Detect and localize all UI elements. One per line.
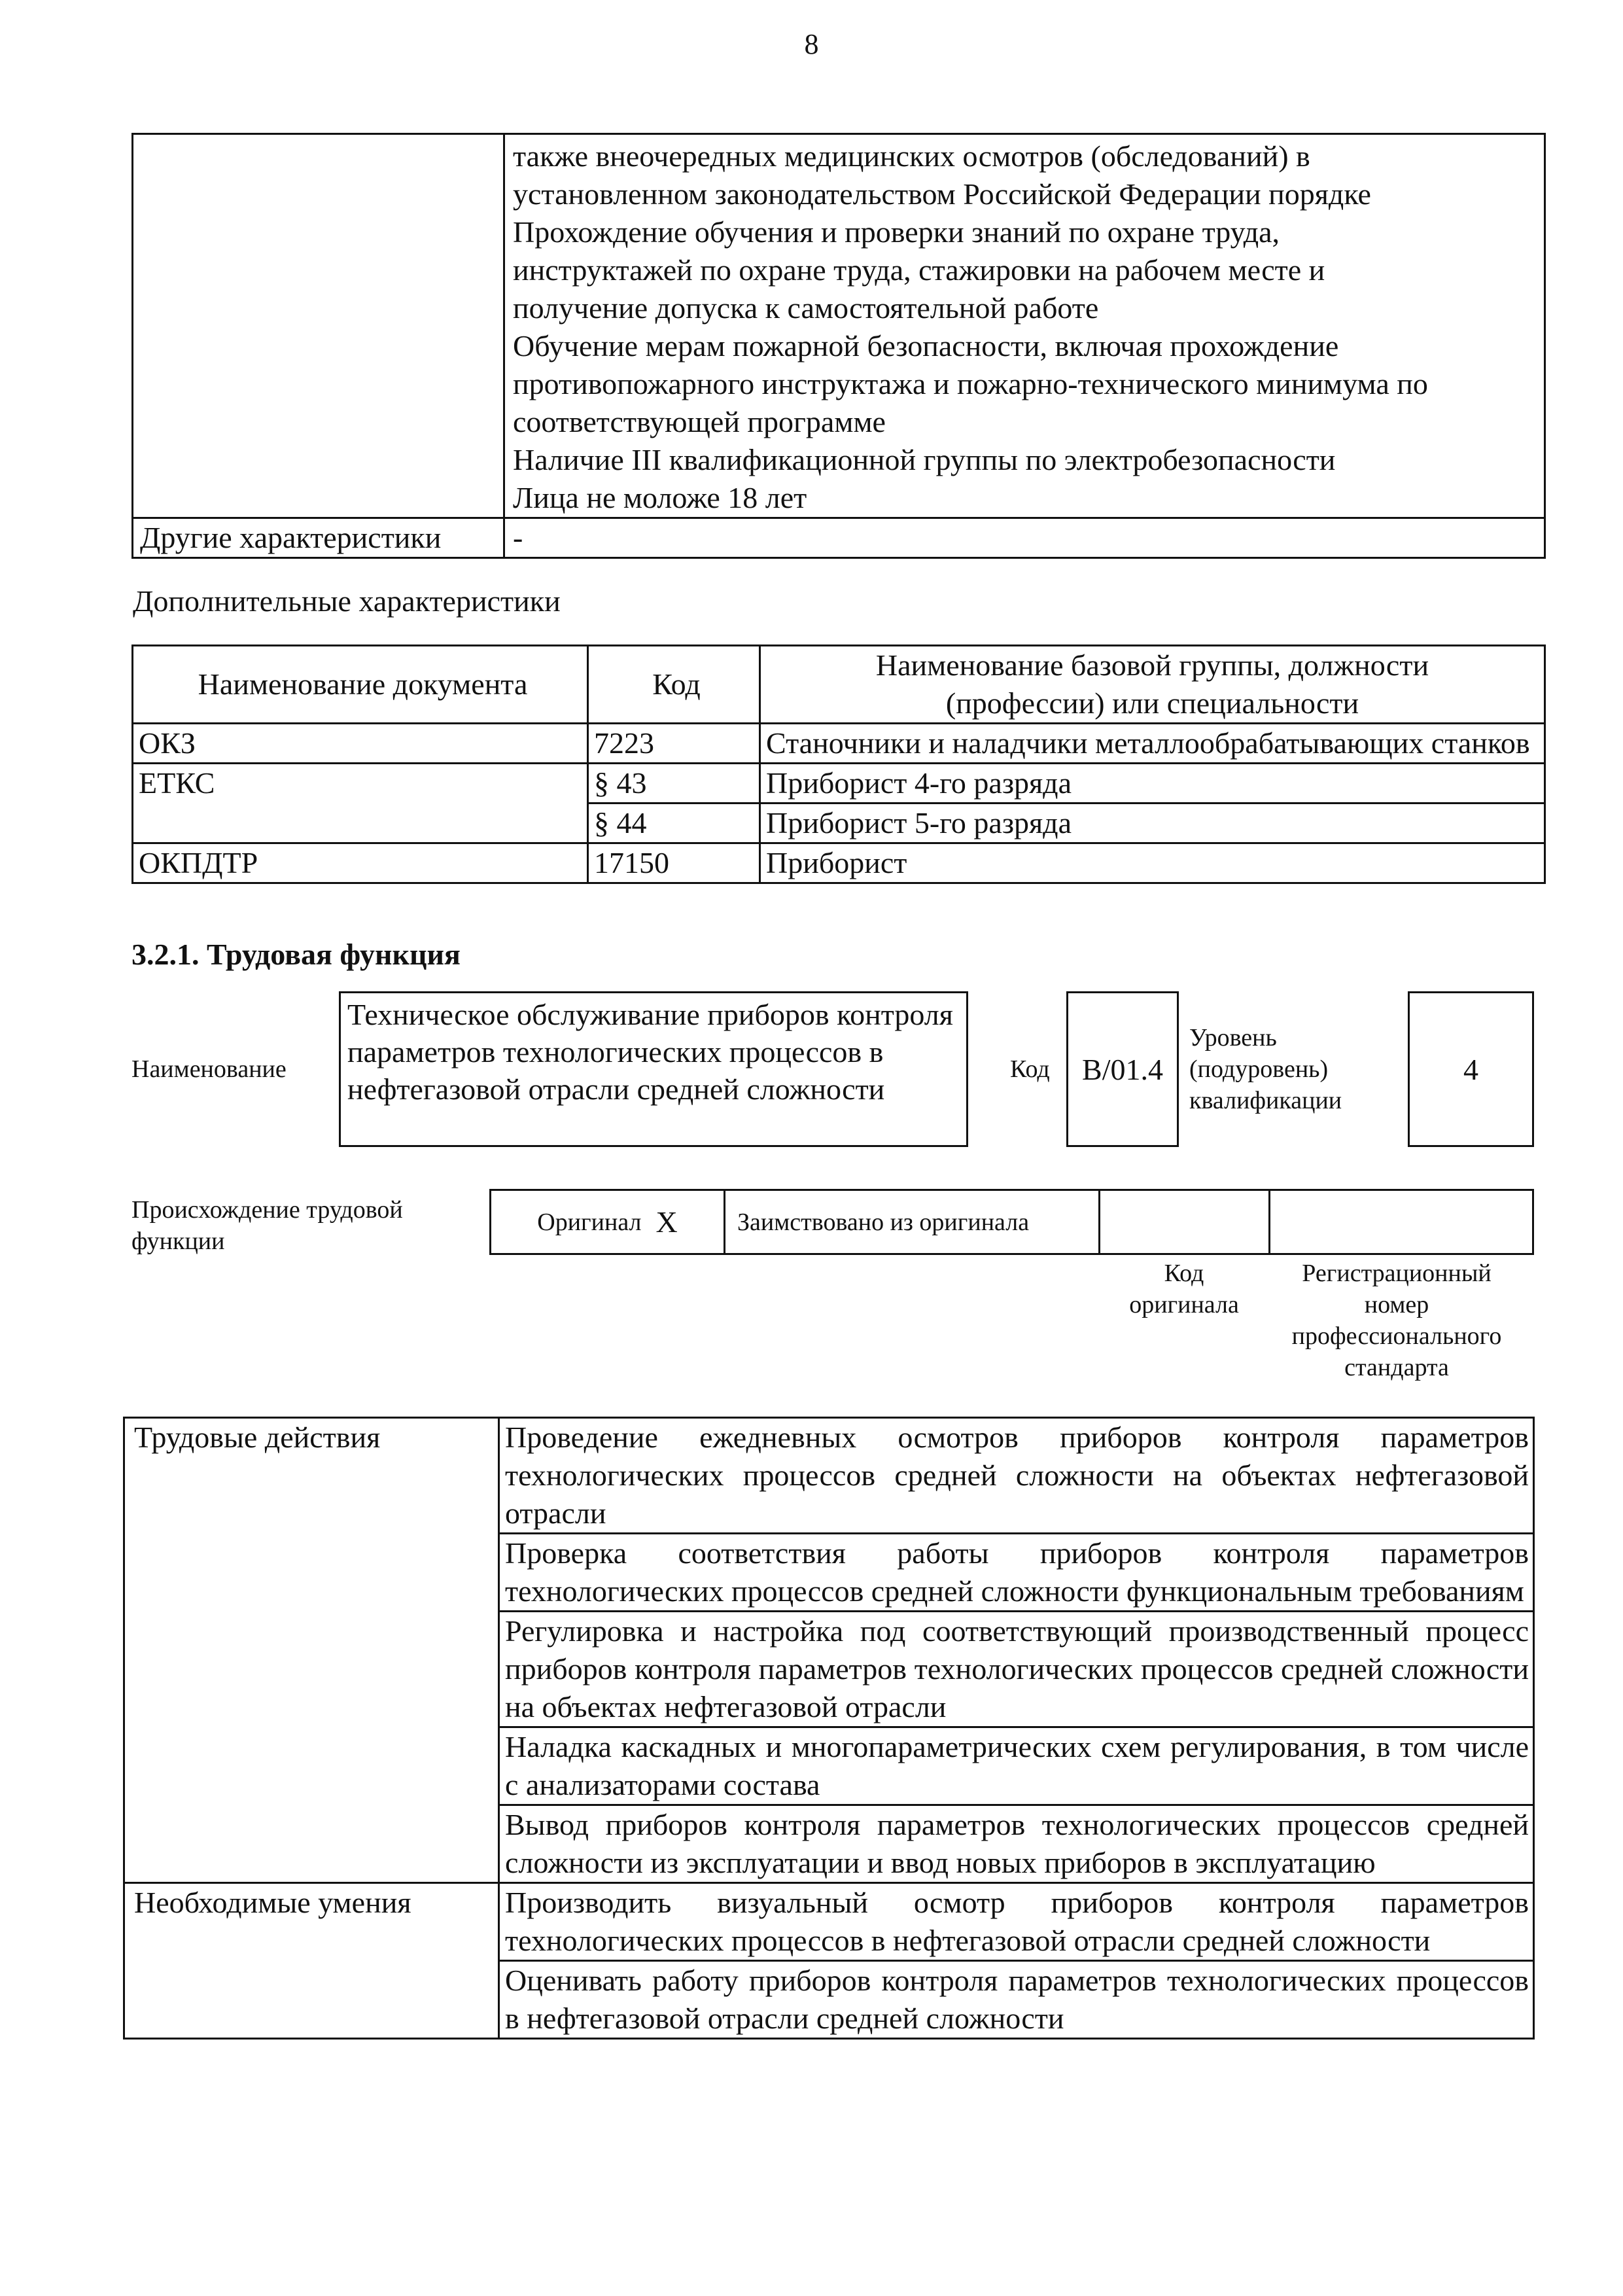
table-row bbox=[133, 518, 1545, 558]
code-cell: 17150 bbox=[588, 843, 760, 883]
requirement-line: инструктажей по охране труда, стажировки на рабочем месте и bbox=[513, 253, 1325, 287]
name-cell: Приборист bbox=[760, 843, 1545, 883]
table-row bbox=[133, 724, 1545, 764]
doc-cell: ОКЗ bbox=[133, 724, 588, 764]
table-row bbox=[133, 134, 1545, 518]
duties-table bbox=[123, 1417, 1535, 2040]
action-cell: Наладка каскадных и многопараметрических схем регулирования, в том числе с анализаторами состава bbox=[499, 1727, 1534, 1805]
name-cell: Станочники и наладчики металлообрабатывающих станков bbox=[760, 724, 1545, 764]
origin-label: Происхождение трудовой функции bbox=[131, 1196, 403, 1255]
requirement-line: соответствующей программе bbox=[513, 405, 886, 438]
code-cell: § 43 bbox=[588, 764, 760, 804]
original-cell bbox=[491, 1191, 725, 1253]
table-row bbox=[124, 1418, 1534, 1534]
page-number: 8 bbox=[804, 28, 819, 60]
action-cell: Регулировка и настройка под соответствующий производственный процесс приборов контроля параметров технологических процессов средней сложности на объектах нефтегазовой отрасли bbox=[499, 1612, 1534, 1727]
other-characteristics-value: - bbox=[504, 518, 1545, 558]
code-label: Код bbox=[1010, 1055, 1050, 1083]
column-header-name bbox=[760, 646, 1545, 724]
requirement-line: также внеочередных медицинских осмотров (обследований) в bbox=[513, 139, 1310, 173]
labor-function-name: Техническое обслуживание приборов контроля параметров технологических процессов в нефтегазовой отрасли средней сложности bbox=[347, 998, 953, 1106]
skill-cell: Производить визуальный осмотр приборов контроля параметров технологических процессов в нефтегазовой отрасли средней сложности bbox=[499, 1883, 1534, 1961]
requirement-line: Лица не моложе 18 лет bbox=[513, 481, 807, 514]
borrowed-label: Заимствовано из оригинала bbox=[737, 1208, 1030, 1236]
name-label: Наименование bbox=[131, 1055, 287, 1083]
table-row bbox=[133, 843, 1545, 883]
requirement-line: противопожарного инструктажа и пожарно-технического минимума по bbox=[513, 367, 1428, 400]
additional-table bbox=[131, 645, 1546, 884]
column-header-document: Наименование документа bbox=[133, 646, 588, 724]
requirements-label-cell bbox=[133, 134, 504, 518]
requirements-value-cell bbox=[504, 134, 1545, 518]
origin-code-cell bbox=[1102, 1191, 1270, 1253]
code-cell: 7223 bbox=[588, 724, 760, 764]
requirement-line: Прохождение обучения и проверки знаний по охране труда, bbox=[513, 215, 1280, 249]
doc-cell: ЕТКС bbox=[133, 764, 588, 843]
origin-row bbox=[489, 1189, 1534, 1255]
reg-number-caption: Регистрационный номер профессионального стандарта bbox=[1291, 1260, 1502, 1381]
code-cell: § 44 bbox=[588, 804, 760, 843]
requirement-line: установленном законодательством Российской Федерации порядке bbox=[513, 177, 1371, 211]
table-row bbox=[133, 764, 1545, 804]
requirement-line: получение допуска к самостоятельной работе bbox=[513, 291, 1099, 325]
borrowed-cell bbox=[725, 1191, 1100, 1253]
code-value-box bbox=[1066, 991, 1179, 1147]
column-header-code: Код bbox=[588, 646, 760, 724]
actions-label: Трудовые действия bbox=[124, 1418, 499, 1883]
action-cell: Проведение ежедневных осмотров приборов контроля параметров технологических процессов средней сложности на объектах нефтегазовой отрасли bbox=[499, 1418, 1534, 1534]
reg-number-cell bbox=[1270, 1191, 1532, 1253]
name-cell: Приборист 5-го разряда bbox=[760, 804, 1545, 843]
table-header-row bbox=[133, 646, 1545, 724]
requirement-line: Наличие III квалификационной группы по электробезопасности bbox=[513, 443, 1336, 476]
requirements-table bbox=[131, 133, 1546, 559]
origin-code-caption: Код оригинала bbox=[1129, 1260, 1239, 1318]
requirement-line: Обучение мерам пожарной безопасности, включая прохождение bbox=[513, 329, 1339, 362]
code-value: B/01.4 bbox=[1082, 1052, 1163, 1086]
skill-cell: Оценивать работу приборов контроля параметров технологических процессов в нефтегазовой отрасли средней сложности bbox=[499, 1961, 1534, 2039]
original-mark: X bbox=[655, 1205, 678, 1239]
name-cell: Приборист 4-го разряда bbox=[760, 764, 1545, 804]
level-label: Уровень (подуровень) квалификации bbox=[1189, 1024, 1342, 1114]
skills-label: Необходимые умения bbox=[124, 1883, 499, 2039]
level-value: 4 bbox=[1463, 1052, 1478, 1086]
table-row bbox=[124, 1883, 1534, 1961]
action-cell: Проверка соответствия работы приборов контроля параметров технологических процессов средней сложности функциональным требованиям bbox=[499, 1534, 1534, 1612]
original-label: Оригинал bbox=[537, 1208, 642, 1236]
additional-title: Дополнительные характеристики bbox=[133, 584, 561, 618]
other-characteristics-label: Другие характеристики bbox=[133, 518, 504, 558]
column-header-name-text: Наименование базовой группы, должности (профессии) или специальности bbox=[875, 648, 1429, 720]
level-value-box bbox=[1408, 991, 1534, 1147]
action-cell: Вывод приборов контроля параметров технологических процессов средней сложности из эксплуатации и ввод новых приборов в эксплуатацию bbox=[499, 1805, 1534, 1883]
labor-function-name-box bbox=[339, 991, 968, 1147]
doc-cell: ОКПДТР bbox=[133, 843, 588, 883]
labor-function-heading: 3.2.1. Трудовая функция bbox=[131, 938, 461, 971]
